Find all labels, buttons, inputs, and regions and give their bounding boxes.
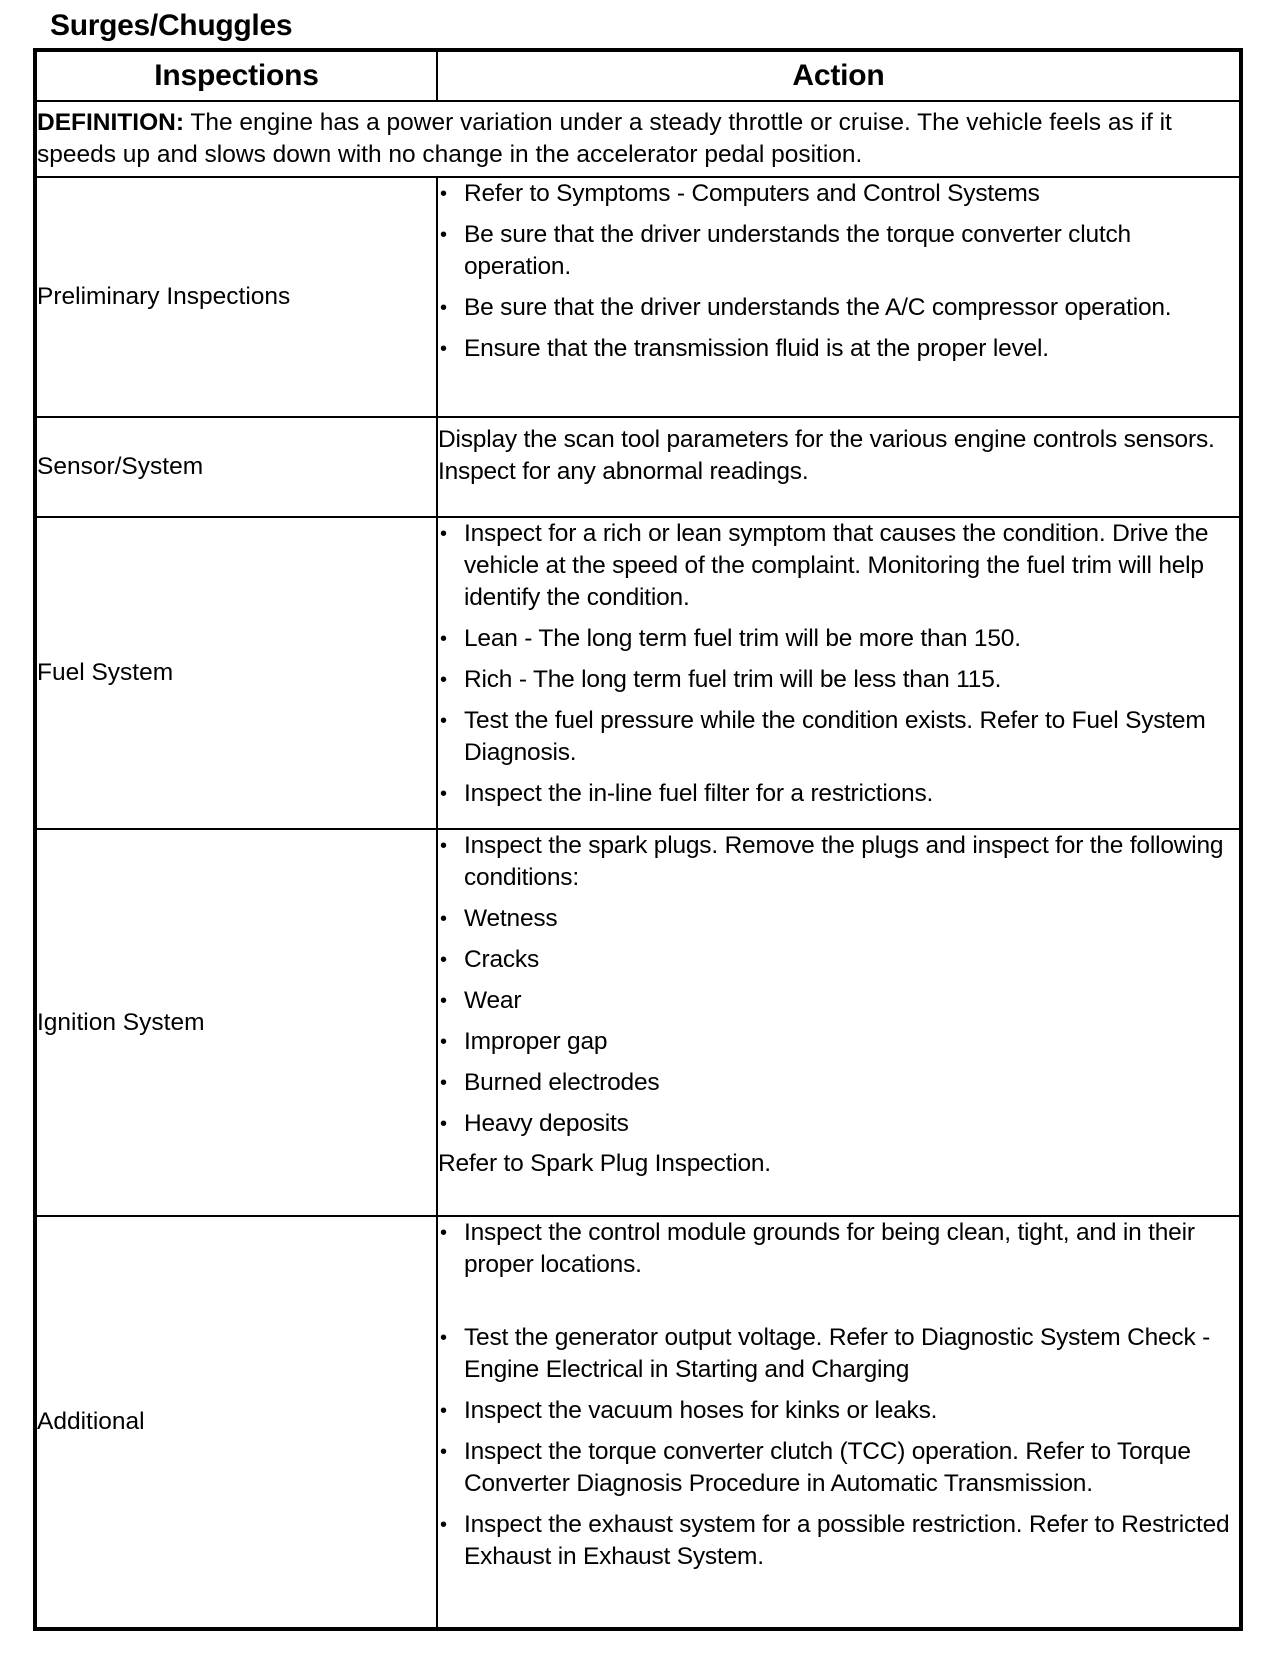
bullet-icon: • — [440, 183, 447, 205]
bullet-icon: • — [440, 783, 447, 805]
list-item: • Ensure that the transmission fluid is at the proper level. — [438, 333, 1239, 365]
diagnosis-table — [33, 48, 1243, 1631]
list-item: • Be sure that the driver understands the torque converter clutch operation. — [440, 221, 1131, 280]
bullet-icon: • — [440, 990, 447, 1012]
list-item: • Improper gap — [438, 1026, 1239, 1058]
list-item: • Inspect the control module grounds for being clean, tight, and in their proper locations. — [440, 1219, 1195, 1278]
table-row — [35, 417, 1241, 517]
list-item: • Cracks — [438, 944, 1239, 976]
bullet-icon: • — [440, 1441, 447, 1463]
header-action: Action — [437, 50, 1241, 101]
action-text: Display the scan tool parameters for the various engine controls sensors. Inspect for any abnormal readings. — [438, 426, 1215, 485]
bullet-icon: • — [440, 1113, 447, 1135]
action-list — [438, 1217, 1239, 1573]
action-footer-text: Refer to Spark Plug Inspection. — [438, 1150, 771, 1177]
list-item: • Rich - The long term fuel trim will be less than 115. — [438, 664, 1239, 696]
action-cell — [437, 417, 1241, 517]
bullet-icon: • — [440, 1514, 447, 1536]
bullet-icon: • — [440, 710, 447, 732]
action-list — [438, 830, 1239, 1140]
bullet-icon: • — [440, 835, 447, 857]
bullet-icon: • — [440, 1222, 447, 1244]
definition-label: DEFINITION: — [37, 109, 184, 136]
inspection-cell: Ignition System — [35, 829, 437, 1216]
bullet-icon: • — [440, 908, 447, 930]
definition-row — [35, 101, 1241, 177]
action-list — [438, 178, 1239, 365]
action-cell — [437, 829, 1241, 1216]
list-item: • Inspect the exhaust system for a possible restriction. Refer to Restricted Exhaust in Exhaust System. — [440, 1511, 1230, 1570]
bullet-icon: • — [440, 1031, 447, 1053]
list-item: • Wear — [438, 985, 1239, 1017]
list-item: • Burned electrodes — [438, 1067, 1239, 1099]
action-cell — [437, 177, 1241, 417]
list-item: • Be sure that the driver understands the A/C compressor operation. — [438, 292, 1239, 324]
inspection-cell: Sensor/System — [35, 417, 437, 517]
bullet-icon: • — [440, 1327, 447, 1349]
bullet-icon: • — [440, 1072, 447, 1094]
bullet-icon: • — [440, 949, 447, 971]
bullet-icon: • — [440, 338, 447, 360]
bullet-icon: • — [440, 224, 447, 246]
inspection-cell: Preliminary Inspections — [35, 177, 437, 417]
bullet-icon: • — [440, 628, 447, 650]
table-row — [35, 1216, 1241, 1629]
list-item: • Inspect the torque converter clutch (TCC) operation. Refer to Torque Converter Diagnosis Procedure in Automatic Transmission. — [440, 1438, 1191, 1497]
page-title: Surges/Chuggles — [50, 9, 293, 42]
inspection-cell: Additional — [35, 1216, 437, 1629]
list-item: • Lean - The long term fuel trim will be more than 150. — [438, 623, 1239, 655]
list-item: • Test the generator output voltage. Refer to Diagnostic System Check - Engine Electrical in Starting and Charging — [440, 1324, 1211, 1383]
list-item: • Inspect the in-line fuel filter for a restrictions. — [438, 778, 1239, 810]
action-cell — [437, 517, 1241, 829]
bullet-icon: • — [440, 1400, 447, 1422]
list-item: • Heavy deposits — [438, 1108, 1239, 1140]
table-row — [35, 177, 1241, 417]
list-item: • Wetness — [438, 903, 1239, 935]
list-item: • Test the fuel pressure while the condition exists. Refer to Fuel System Diagnosis. — [440, 707, 1206, 766]
action-cell — [437, 1216, 1241, 1629]
table-row — [35, 517, 1241, 829]
header-inspections: Inspections — [35, 50, 437, 101]
bullet-icon: • — [440, 523, 447, 545]
list-item: • Inspect for a rich or lean symptom that causes the condition. Drive the vehicle at the speed of the complaint. Monitoring the fuel trim will help identify the condition. — [440, 520, 1209, 611]
definition-cell — [35, 101, 1241, 177]
table-header-row — [35, 50, 1241, 101]
action-list — [438, 518, 1239, 810]
list-item: • Inspect the spark plugs. Remove the plugs and inspect for the following conditions: — [440, 832, 1224, 891]
list-item: • Refer to Symptoms - Computers and Control Systems — [438, 178, 1239, 210]
bullet-icon: • — [440, 297, 447, 319]
list-item: • Inspect the vacuum hoses for kinks or leaks. — [438, 1395, 1239, 1427]
inspection-cell: Fuel System — [35, 517, 437, 829]
table-row — [35, 829, 1241, 1216]
definition-text: The engine has a power variation under a steady throttle or cruise. The vehicle feels as if it speeds up and slows down with no change in the accelerator pedal position. — [37, 109, 1172, 168]
bullet-icon: • — [440, 669, 447, 691]
